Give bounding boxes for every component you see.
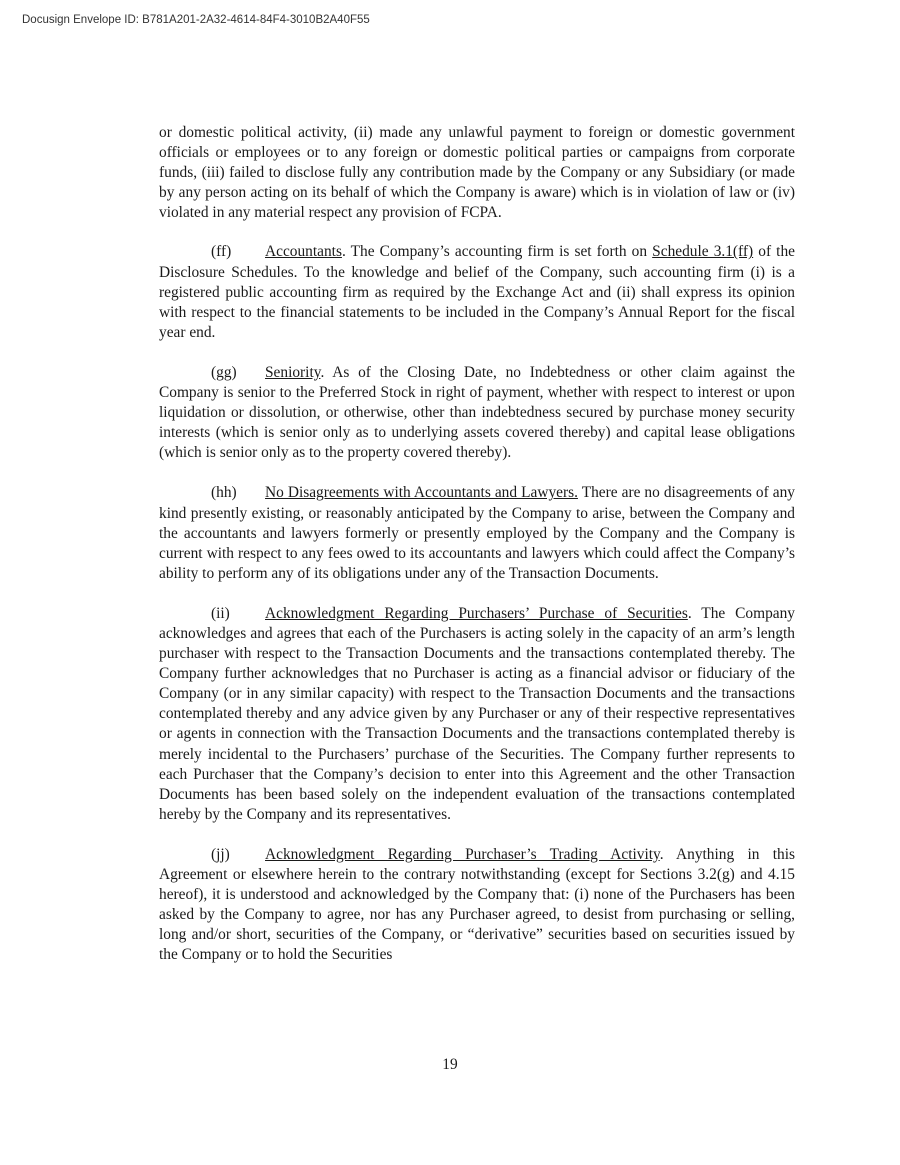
paragraph-number: (ff)	[211, 243, 232, 261]
paragraph-text: . As of the Closing Date, no Indebtedness or other claim against the Company is senior to the Preferred Stock in right of payment, whether with respect to interest or upon liquidation or dissolution, or otherwise, other than indebtedness secured by purchase money security interests (which is senior only as to underlying assets covered thereby) and capital lease obligations (which is senior only as to the property covered thereby).	[159, 363, 795, 462]
paragraph-continuation: or domestic political activity, (ii) made any unlawful payment to foreign or domestic government officials or employees or to any foreign or domestic political parties or campaigns from corporate funds, (iii) failed to disclose fully any contribution made by the Company or any Subsidiary (or made by any person acting on its behalf of which the Company is aware) which is in violation of law or (iv) violated in any material respect any provision of FCPA.	[159, 124, 795, 222]
paragraph-ii	[159, 604, 795, 825]
paragraph-heading: Acknowledgment Regarding Purchasers’ Purchase of Securities	[265, 604, 688, 622]
paragraph-heading: Acknowledgment Regarding Purchaser’s Trading Activity	[265, 845, 660, 863]
paragraph-number: (gg)	[211, 363, 237, 381]
paragraph-text: . The Company acknowledges and agrees that each of the Purchasers is acting solely in the capacity of an arm’s length purchaser with respect to the Transaction Documents and the transactions contemplated thereby. The Company further acknowledges that no Purchaser is acting as a financial advisor or fiduciary of the Company (or in any similar capacity) with respect to the Transaction Documents and the transactions contemplated thereby and any advice given by any Purchaser or any of their respective representatives or agents in connection with the Transaction Documents and the transactions contemplated thereby is merely incidental to the Purchasers’ purchase of the Securities. The Company further represents to each Purchaser that the Company’s decision to enter into this Agreement and the other Transaction Documents has been based solely on the independent evaluation of the transactions contemplated hereby by the Company and its representatives.	[159, 604, 795, 823]
paragraph-ff	[159, 242, 795, 342]
document-body	[159, 123, 795, 985]
paragraph-jj	[159, 845, 795, 966]
paragraph-text: There are no disagreements of any kind presently existing, or reasonably anticipated by the Company to arise, between the Company and the accountants and lawyers formerly or presently employed by the Company and the Company is current with respect to any fees owed to its accountants and lawyers which could affect the Company’s ability to perform any of its obligations under any of the Transaction Documents.	[159, 484, 795, 582]
paragraph-heading: No Disagreements with Accountants and Lawyers.	[265, 484, 578, 502]
paragraph-number: (jj)	[211, 845, 230, 863]
paragraph-number: (ii)	[211, 604, 230, 622]
paragraph-number: (hh)	[211, 484, 237, 502]
paragraph-heading: Seniority	[265, 363, 321, 381]
paragraph-text: . Anything in this Agreement or elsewhere herein to the contrary notwithstanding (except for Sections 3.2(g) and 4.15 hereof), it is understood and acknowledged by the Company that: (i) none of the Purchasers has been asked by the Company to agree, nor has any Purchaser agreed, to desist from purchasing or selling, long and/or short, securities of the Company, or “derivative” securities based on securities issued by the Company or to hold the Securities	[159, 845, 795, 964]
paragraph-heading: Accountants	[265, 243, 342, 261]
paragraph-text: of the Disclosure Schedules. To the knowledge and belief of the Company, such accounting firm (i) is a registered public accounting firm as required by the Exchange Act and (ii) shall express its opinion with respect to the financial statements to be included in the Company’s Annual Report for the fiscal year end.	[159, 243, 795, 341]
schedule-reference: Schedule 3.1(ff)	[652, 243, 754, 261]
page-number: 19	[442, 1056, 458, 1073]
paragraph-text: . The Company’s accounting firm is set forth on	[341, 243, 653, 261]
envelope-id: Docusign Envelope ID: B781A201-2A32-4614-84F4-3010B2A40F55	[22, 14, 370, 26]
paragraph-hh	[159, 483, 795, 583]
paragraph-gg	[159, 363, 795, 463]
